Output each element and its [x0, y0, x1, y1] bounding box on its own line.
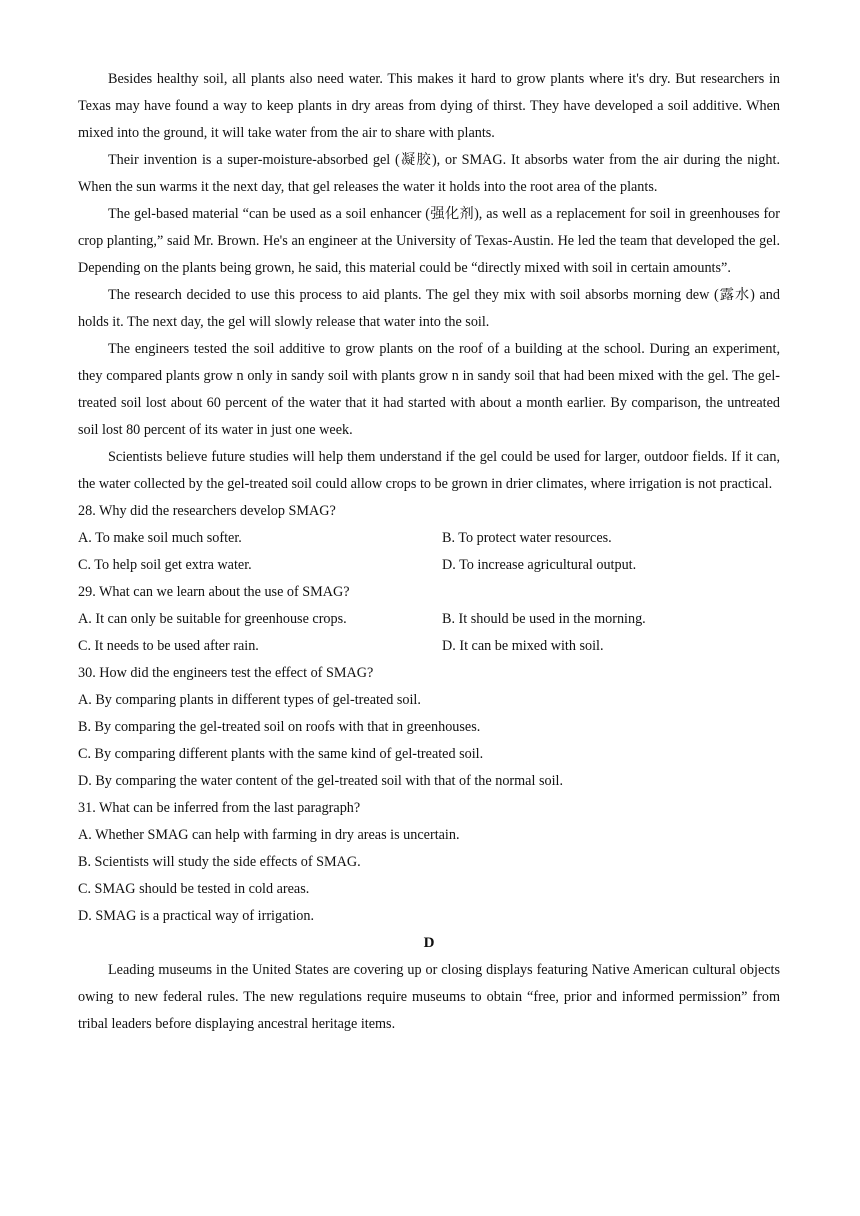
option-c: C. SMAG should be tested in cold areas. — [78, 881, 310, 897]
option-d: D. SMAG is a practical way of irrigation. — [78, 908, 315, 924]
option-a: A. It can only be suitable for greenhouse crops. — [78, 611, 347, 627]
passage-d — [78, 930, 780, 1038]
paragraph: The gel-based material “can be used as a soil enhancer (强化剂), as well as a replacement for soil in greenhouses for crop planting,” said Mr. Brown. He's an engineer at the University of Texas-Austin. He led the team that developed the gel. Depending on the plants being grown, he said, this material could be “directly mixed with soil in certain amounts”. — [78, 206, 780, 276]
question-30 — [78, 660, 780, 795]
paragraph: Their invention is a super-moisture-absorbed gel (凝胶), or SMAG. It absorbs water from the air during the night. When the sun warms it the next day, that gel releases the water it holds into the root area of the plants. — [78, 152, 780, 195]
passage-c — [78, 66, 780, 498]
option-a: A. Whether SMAG can help with farming in dry areas is uncertain. — [78, 827, 460, 843]
question-stem: 28. Why did the researchers develop SMAG? — [78, 503, 336, 519]
option-c: C. To help soil get extra water. — [78, 557, 252, 573]
option-c: C. By comparing different plants with the same kind of gel-treated soil. — [78, 746, 484, 762]
option-a: A. By comparing plants in different types of gel-treated soil. — [78, 692, 421, 708]
paragraph: The engineers tested the soil additive to grow plants on the roof of a building at the school. During an experiment, they compared plants grow n only in sandy soil with plants grow n in sandy soil that had been mixed with the gel. The gel-treated soil lost about 60 percent of the water that it had started with about a month earlier. By comparison, the untreated soil lost 80 percent of its water in just one week. — [78, 341, 780, 438]
question-29 — [78, 579, 780, 660]
option-row — [78, 633, 780, 660]
paragraph: The research decided to use this process to aid plants. The gel they mix with soil absorbs morning dew (露水) and holds it. The next day, the gel will slowly release that water into the soil. — [78, 287, 780, 330]
section-heading: D — [423, 935, 435, 951]
option-b: B. It should be used in the morning. — [442, 611, 646, 627]
option-b: B. Scientists will study the side effects of SMAG. — [78, 854, 361, 870]
paragraph: Besides healthy soil, all plants also need water. This makes it hard to grow plants where it's dry. But researchers in Texas may have found a way to keep plants in dry areas from dying of thirst. They have developed a soil additive. When mixed into the ground, it will take water from the air to share with plants. — [78, 71, 780, 141]
option-b: B. To protect water resources. — [442, 530, 612, 546]
question-stem: 31. What can be inferred from the last paragraph? — [78, 800, 361, 816]
option-row — [78, 525, 780, 552]
question-28 — [78, 498, 780, 579]
question-31 — [78, 795, 780, 930]
option-row — [78, 552, 780, 579]
option-c: C. It needs to be used after rain. — [78, 638, 259, 654]
option-d: D. To increase agricultural output. — [442, 557, 637, 573]
option-d: D. By comparing the water content of the gel-treated soil with that of the normal soil. — [78, 773, 564, 789]
option-row — [78, 606, 780, 633]
document-page — [78, 66, 780, 1038]
paragraph: Leading museums in the United States are covering up or closing displays featuring Native American cultural objects owing to new federal rules. The new regulations require museums to obtain “free, prior and informed permission” from tribal leaders before displaying ancestral heritage items. — [78, 962, 780, 1032]
option-a: A. To make soil much softer. — [78, 530, 242, 546]
option-d: D. It can be mixed with soil. — [442, 638, 604, 654]
question-stem: 29. What can we learn about the use of SMAG? — [78, 584, 350, 600]
option-b: B. By comparing the gel-treated soil on roofs with that in greenhouses. — [78, 719, 481, 735]
paragraph: Scientists believe future studies will help them understand if the gel could be used for larger, outdoor fields. If it can, the water collected by the gel-treated soil could allow crops to be grown in drier climates, where irrigation is not practical. — [78, 449, 780, 492]
question-stem: 30. How did the engineers test the effect of SMAG? — [78, 665, 374, 681]
